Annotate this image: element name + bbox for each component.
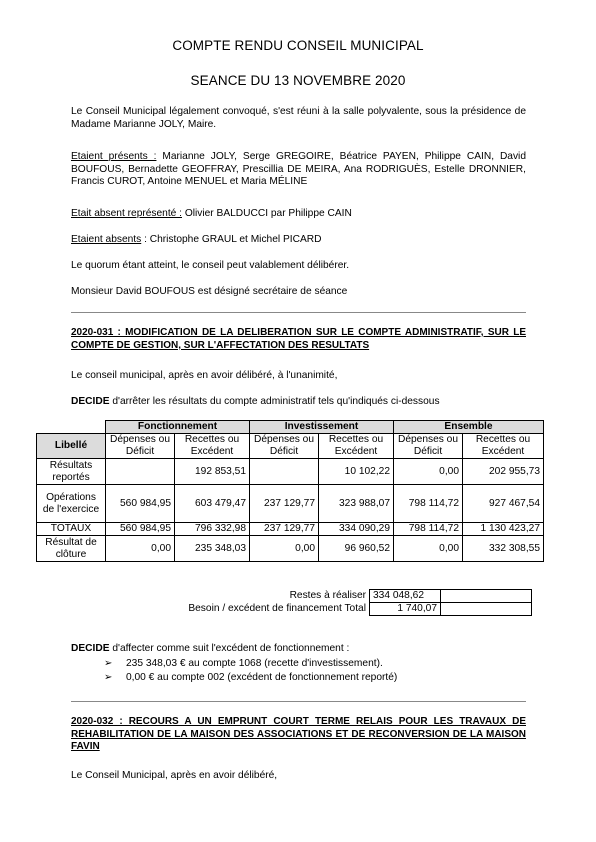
table-row <box>37 536 544 562</box>
sub-header: Recettes ou Excédent <box>463 434 544 459</box>
table-cell: 796 332,98 <box>175 523 250 536</box>
table-cell: 0,00 <box>394 536 463 562</box>
table-cell: 1 130 423,27 <box>463 523 544 536</box>
res032-deliberation: Le Conseil Municipal, après en avoir délibéré, <box>71 770 278 781</box>
table-cell: 334 090,29 <box>319 523 394 536</box>
res031-deliberation: Le conseil municipal, après en avoir délibéré, à l'unanimité, <box>71 370 338 381</box>
table-cell: 235 348,03 <box>175 536 250 562</box>
res032-title: 2020-032 : RECOURS A UN EMPRUNT COURT TERME RELAIS POUR LES TRAVAUX DE REHABILITATION DE LA MAISON DES ASSOCIATIONS ET DE RECONVERSION DE LA MAISON FAVIN <box>71 716 526 753</box>
table-row <box>370 603 532 616</box>
group-header-fonctionnement: Fonctionnement <box>106 421 250 434</box>
restes-label: Restes à réaliser <box>289 590 366 601</box>
table-group-header-row <box>37 421 544 434</box>
res031-decide1 <box>71 396 526 409</box>
table-cell: 237 129,77 <box>250 523 319 536</box>
restes-value: 334 048,62 <box>370 590 441 603</box>
group-header-ensemble: Ensemble <box>394 421 544 434</box>
table-cell <box>250 459 319 485</box>
sub-header: Recettes ou Excédent <box>319 434 394 459</box>
represente-label: Etait absent représenté : <box>71 208 182 219</box>
list-item <box>104 658 383 669</box>
table-cell: 10 102,22 <box>319 459 394 485</box>
besoin-value: 1 740,07 <box>370 603 441 616</box>
besoin-label: Besoin / excédent de financement Total <box>188 603 366 614</box>
intro-convocation: Le Conseil Municipal légalement convoqué, s'est réuni à la salle polyvalente, sous la présidence de Madame Marianne JOLY, Maire. <box>71 106 526 130</box>
decide1-keyword: DECIDE <box>71 396 110 407</box>
row-label: TOTAUX <box>37 523 106 536</box>
page-title: COMPTE RENDU CONSEIL MUNICIPAL <box>172 38 424 53</box>
table-cell: 332 308,55 <box>463 536 544 562</box>
intro-represente <box>71 208 526 221</box>
table-cell: 202 955,73 <box>463 459 544 485</box>
arrow-bullet-icon: ➢ <box>104 672 113 683</box>
separator-2 <box>71 701 526 702</box>
separator-1 <box>71 312 526 313</box>
row-label: Résultats reportés <box>37 459 106 485</box>
res031-title: 2020-031 : MODIFICATION DE LA DELIBERATION SUR LE COMPTE ADMINISTRATIF, SUR LE COMPTE DE GESTION, SUR L'AFFECTATION DES RESULTATS <box>71 327 526 351</box>
list-item <box>104 672 397 683</box>
sub-header: Dépenses ou Déficit <box>250 434 319 459</box>
sub-header: Dépenses ou Déficit <box>106 434 175 459</box>
table-cell: 798 114,72 <box>394 485 463 523</box>
restes-table <box>369 589 532 616</box>
label-header: Libellé <box>37 434 106 459</box>
table-row <box>37 459 544 485</box>
presents-text: Marianne JOLY, Serge GREGOIRE, Béatrice PAYEN, Philippe CAIN, David BOUFOUS, Bernadette GEOFFRAY, Prescillia DE MEIRA, Ana RODRIGUÈS, Estelle DRONNIER, Francis CUROT, Antoine MENUEL et Maria MÉLINE <box>71 151 526 188</box>
decide2-text: d'affecter comme suit l'excédent de fonctionnement : <box>109 643 350 654</box>
absents-text: : Christophe GRAUL et Michel PICARD <box>141 234 322 245</box>
presents-label: Etaient présents : <box>71 151 157 162</box>
table-cell: 237 129,77 <box>250 485 319 523</box>
table-cell: 96 960,52 <box>319 536 394 562</box>
table-cell-empty <box>441 603 532 616</box>
arrow-bullet-icon: ➢ <box>104 658 113 669</box>
page-subtitle: SEANCE DU 13 NOVEMBRE 2020 <box>190 73 406 88</box>
intro-secretaire: Monsieur David BOUFOUS est désigné secrétaire de séance <box>71 286 348 297</box>
table-cell-empty <box>441 590 532 603</box>
results-table <box>36 420 544 562</box>
decide1-text: d'arrêter les résultats du compte administratif tels qu'indiqués ci-dessous <box>109 396 440 407</box>
table-cell: 798 114,72 <box>394 523 463 536</box>
table-cell: 603 479,47 <box>175 485 250 523</box>
table-cell: 192 853,51 <box>175 459 250 485</box>
table-row <box>370 590 532 603</box>
table-cell: 0,00 <box>250 536 319 562</box>
intro-presents <box>71 151 526 189</box>
row-label: Opérations de l'exercice <box>37 485 106 523</box>
table-cell: 560 984,95 <box>106 485 175 523</box>
represente-text: Olivier BALDUCCI par Philippe CAIN <box>182 208 352 219</box>
table-cell: 927 467,54 <box>463 485 544 523</box>
table-corner <box>37 421 106 434</box>
table-row <box>37 485 544 523</box>
bullet-text: 0,00 € au compte 002 (excédent de fonctionnement reporté) <box>126 672 398 683</box>
sub-header: Dépenses ou Déficit <box>394 434 463 459</box>
intro-absents <box>71 234 526 247</box>
group-header-investissement: Investissement <box>250 421 394 434</box>
table-cell: 0,00 <box>394 459 463 485</box>
table-row <box>37 523 544 536</box>
res031-decide2 <box>71 643 526 656</box>
absents-label: Etaient absents <box>71 234 142 245</box>
table-cell <box>106 459 175 485</box>
table-cell: 323 988,07 <box>319 485 394 523</box>
table-sub-header-row <box>37 434 544 459</box>
row-label: Résultat de clôture <box>37 536 106 562</box>
table-cell: 0,00 <box>106 536 175 562</box>
sub-header: Recettes ou Excédent <box>175 434 250 459</box>
table-cell: 560 984,95 <box>106 523 175 536</box>
decide2-keyword: DECIDE <box>71 643 110 654</box>
bullet-text: 235 348,03 € au compte 1068 (recette d'investissement). <box>126 658 383 669</box>
intro-quorum: Le quorum étant atteint, le conseil peut valablement délibérer. <box>71 260 350 271</box>
